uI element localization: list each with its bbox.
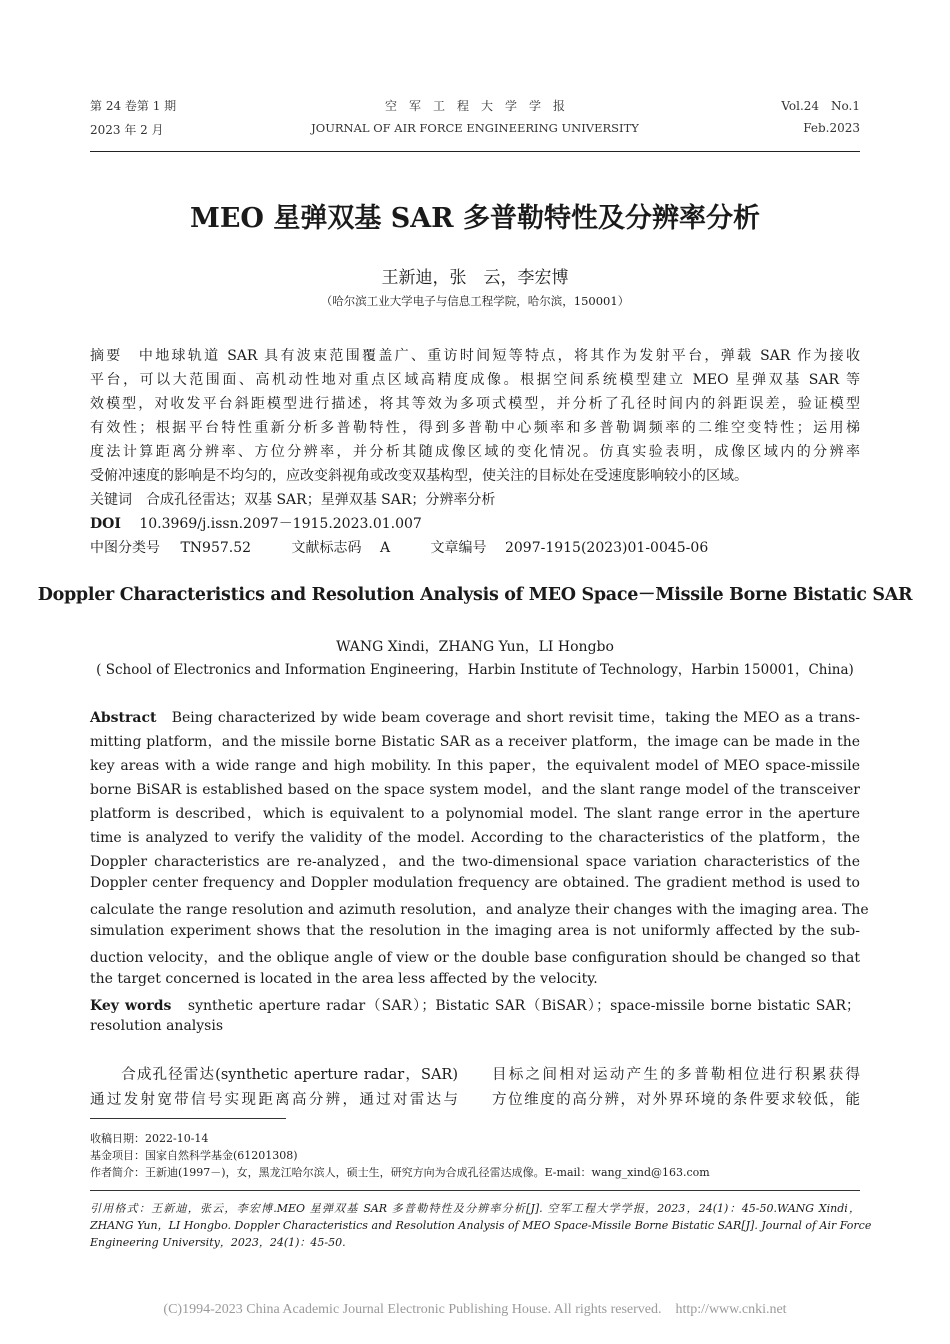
keywords-en-line: resolution analysis — [90, 1018, 224, 1034]
body-left-line: 通过发射宽带信号实现距离高分辨，通过对雷达与 — [90, 1092, 458, 1108]
paper-title-en: Doppler Characteristics and Resolution Analysis of MEO Space－Missile Borne Bistatic SAR — [37, 585, 913, 605]
abstract-cn-line: 效模型，对收发平台斜距模型进行描述，将其等效为多项式模型，并分析了孔径时间内的斜距误差，验证模型 — [90, 396, 860, 412]
footnote-author: 作者简介：王新迪(1997－)，女，黑龙江哈尔滨人，硕士生，研究方向为合成孔径雷达成像。E-mail：wang_xind@163.com — [90, 1166, 710, 1179]
abstract-en-line: the target concerned is located in the area less affected by the velocity. — [90, 971, 598, 987]
affiliation-en: ( School of Electronics and Information Engineering，Harbin Institute of Technology，Harbin 150001，China) — [96, 662, 854, 678]
doi-label: DOI — [90, 516, 121, 532]
abstract-en-line: duction velocity，and the oblique angle of view or the double base configuration should be changed so that — [90, 950, 860, 966]
doc-code-value: A — [379, 540, 391, 556]
abstract-en-line: Doppler center frequency and Doppler modulation frequency are obtained. The gradient method is used to — [90, 875, 860, 891]
authors-en: WANG Xindi，ZHANG Yun，LI Hongbo — [336, 639, 614, 655]
header-rule — [90, 151, 860, 152]
journal-name-cn: 空 军 工 程 大 学 学 报 — [384, 99, 565, 113]
issue-date: 2023 年 2 月 — [90, 123, 164, 137]
doc-code-label: 文献标志码 — [291, 540, 362, 556]
citation-line: Engineering University，2023，24(1)：45-50. — [90, 1236, 346, 1249]
abstract-en-line: key areas with a wide range and high mobility. In this paper，the equivalent model of MEO space-missile — [90, 758, 860, 774]
abstract-en-line: borne BiSAR is established based on the space system model，and the slant range model of the transceiver — [90, 782, 860, 798]
citation-rule — [90, 1190, 860, 1191]
doi-line — [90, 513, 422, 533]
citation-line: 引用格式：王新迪，张云，李宏博.MEO 星弹双基 SAR 多普勒特性及分辨率分析[J]. 空军工程大学学报，2023，24(1)：45-50.WANG Xindi， — [90, 1202, 860, 1215]
classification-line — [90, 537, 708, 557]
journal-name-en: JOURNAL OF AIR FORCE ENGINEERING UNIVERSITY — [311, 121, 639, 135]
citation-line: ZHANG Yun，LI Hongbo. Doppler Characteristics and Resolution Analysis of MEO Space-Missile Borne Bistatic SAR[J]. Journal of Air Force — [90, 1219, 872, 1232]
publication-date: Feb.2023 — [803, 121, 860, 135]
abstract-en-line: calculate the range resolution and azimuth resolution，and analyze their changes with the imaging area. The — [90, 902, 869, 918]
abstract-en-line: simulation experiment shows that the resolution in the imaging area is not uniformly affected by the sub- — [90, 923, 860, 939]
abstract-en-line: platform is described，which is equivalent to a polynomial model. The slant range error in the aperture — [90, 806, 860, 822]
abstract-cn-line: 有效性；根据平台特性重新分析多普勒特性，得到多普勒中心频率和多普勒调频率的二维空变特性；运用梯 — [90, 420, 860, 436]
body-right-line: 目标之间相对运动产生的多普勒相位进行积累获得 — [492, 1067, 860, 1083]
abstract-en-line — [90, 707, 860, 727]
authors-cn: 王新迪，张 云，李宏博 — [381, 268, 569, 288]
abstract-en-line: Doppler characteristics are re-analyzed，and the two-dimensional space variation characteristics of the — [90, 854, 860, 870]
abstract-cn-line: 受俯冲速度的影响是不均匀的，应改变斜视角或改变双基构型，使关注的目标处在受速度影响较小的区域。 — [90, 468, 748, 484]
article-number-label: 文章编号 — [430, 540, 487, 556]
abstract-cn-line: 度法计算距离分辨率、方位分辨率，并分析其随成像区域的变化情况。仿真实验表明，成像区域内的分辨率 — [90, 444, 860, 460]
abstract-cn-line: 平台，可以大范围面、高机动性地对重点区域高精度成像。根据空间系统模型建立 MEO 星弹双基 SAR 等 — [90, 372, 860, 388]
abstract-cn-line: 摘要 中地球轨道 SAR 具有波束范围覆盖广、重访时间短等特点，将其作为发射平台，弹载 SAR 作为接收 — [90, 348, 860, 364]
footnote-rule — [90, 1118, 286, 1119]
volume-issue: 第 24 卷第 1 期 — [90, 99, 177, 113]
doi-value: 10.3969/j.issn.2097－1915.2023.01.007 — [139, 516, 422, 532]
keywords-en-label: Key words — [90, 998, 172, 1014]
clc-value: TN957.52 — [180, 540, 252, 556]
clc-label: 中图分类号 — [90, 540, 160, 556]
article-number-value: 2097-1915(2023)01-0045-06 — [504, 540, 709, 556]
abstract-en-label: Abstract — [90, 710, 157, 726]
abstract-en-first-line: Being characterized by wide beam coverage and short revisit time，taking the MEO as a trans- — [171, 710, 861, 726]
volume-number: Vol.24 No.1 — [781, 99, 860, 113]
abstract-en-line: time is analyzed to verify the validity of the model. According to the characteristics of the platform，the — [90, 830, 860, 846]
footnote-fund: 基金项目：国家自然科学基金(61201308) — [90, 1149, 298, 1162]
keywords-cn: 关键词 合成孔径雷达；双基 SAR；星弹双基 SAR；分辨率分析 — [90, 492, 496, 508]
keywords-en — [90, 995, 860, 1015]
copyright-watermark: (C)1994-2023 China Academic Journal Electronic Publishing House. All rights reserved. http://www.cnki.net — [163, 1302, 787, 1317]
affiliation-cn: （哈尔滨工业大学电子与信息工程学院，哈尔滨，150001） — [320, 294, 630, 308]
abstract-en-line: mitting platform，and the missile borne Bistatic SAR as a receiver platform，the image can be made in the — [90, 734, 860, 750]
footnote-received: 收稿日期：2022-10-14 — [90, 1132, 209, 1145]
paper-title-cn: MEO 星弹双基 SAR 多普勒特性及分辨率分析 — [189, 203, 761, 234]
body-right-line: 方位维度的高分辨，对外界环境的条件要求较低，能 — [492, 1092, 860, 1108]
body-left-line: 合成孔径雷达(synthetic aperture radar，SAR) — [90, 1067, 458, 1083]
keywords-en-first-line: synthetic aperture radar（SAR）；Bistatic SAR（BiSAR）；space-missile borne bistatic SAR； — [187, 998, 861, 1014]
